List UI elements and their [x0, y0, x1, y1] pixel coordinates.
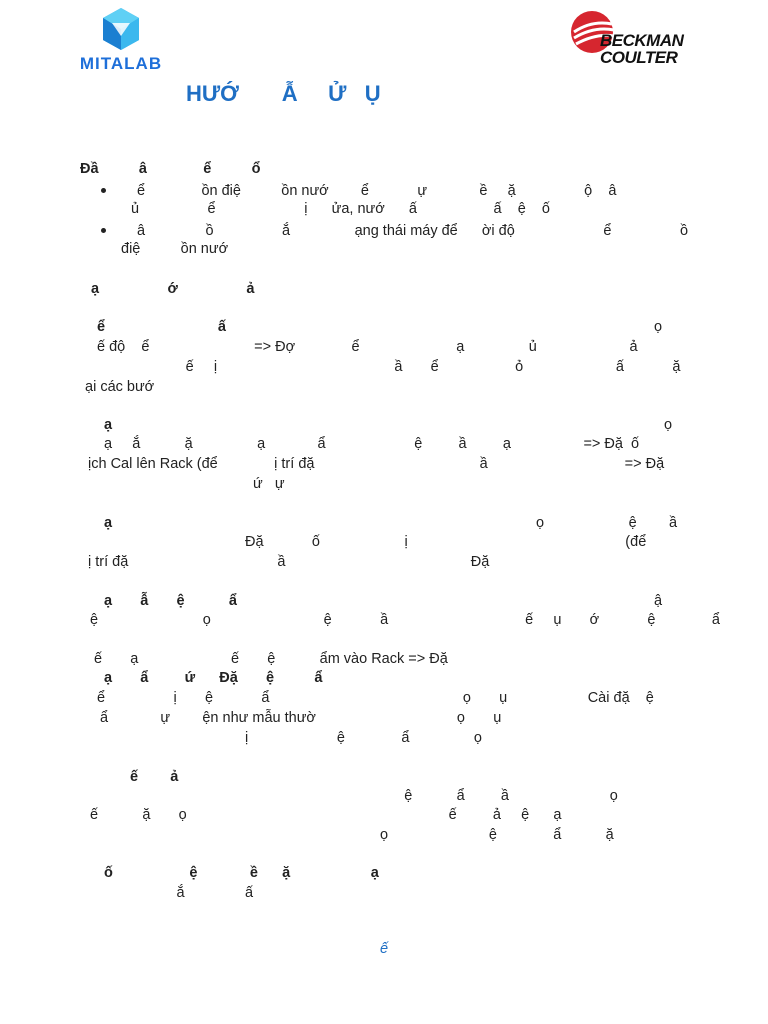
section-1-heading: ạ ớ ả	[91, 281, 255, 297]
section-2-line-4: ại các bướ	[85, 379, 155, 395]
mitalab-diamond-icon	[66, 6, 176, 56]
page-title: HƯỚ Ẫ Ử Ụ	[186, 81, 381, 106]
beckman-coulter-text	[600, 32, 683, 66]
section-7-line-4: ọ ệ ẩ ặ	[90, 827, 614, 843]
bullet-dot	[101, 188, 106, 193]
section-7-line-2: ệ ẩ ầ ọ	[90, 788, 618, 804]
section-6-line-3: ể ị ệ ẩ ọ ụ Cài đặ ệ	[97, 690, 654, 706]
section-6-line-4: ẩ ự ện như mẫu thườ ọ ụ	[100, 710, 502, 726]
section-4-heading: ạ	[104, 515, 113, 531]
section-8-line-2: ắ ấ	[104, 885, 254, 901]
section-5-heading: ạ ẫ ệ ẩ	[104, 593, 237, 609]
section-8-heading: ố ệ ề ặ ạ	[104, 865, 379, 881]
beckman-line: BECKMAN	[600, 31, 684, 50]
section-4-line-3: ị trí đặ ầ Đặ	[88, 554, 490, 570]
footer-text: ế	[380, 941, 389, 957]
section-2-line-2: ế độ ể => Đợ ể ạ ủ ả	[97, 339, 638, 355]
mitalab-logo-text: MITALAB	[79, 54, 163, 73]
section-3-line-3: ịch Cal lên Rack (để ị trí đặ ầ => Đặ	[88, 456, 665, 472]
section-3-line-4: ứ ự	[104, 476, 285, 492]
beckman-coulter-logo	[570, 8, 720, 70]
intro-heading: Đầ â ể ổ	[80, 161, 261, 177]
intro-bullet-1-line-2: ủ ể ị ửa, nướ ấ ấ ệ ố	[131, 201, 550, 217]
section-3-marker: ọ	[664, 417, 673, 433]
section-4-line-2: Đặ ố ị (để	[104, 534, 647, 550]
section-6-line-5: ị ệ ẩ ọ	[100, 730, 482, 746]
section-3-heading: ạ	[104, 417, 113, 433]
section-4-marker: ọ ệ ầ	[536, 515, 678, 531]
intro-bullet-2-line-2: điệ ồn nướ	[121, 241, 229, 257]
mitalab-logo	[66, 6, 176, 76]
intro-bullet-2-line-1: â ồ ắ ạng thái máy để ời độ ể ồ	[137, 223, 689, 239]
section-6-line-2: ạ ẩ ứ Đặ ệ ẩ	[104, 670, 323, 686]
section-2-line-3: ế ị ầ ể ỏ ấ ặ	[97, 359, 681, 375]
bullet-dot	[101, 228, 106, 233]
section-7-heading: ế ả	[130, 769, 179, 785]
section-2-heading: ể ấ	[97, 319, 226, 335]
section-6-line-1: ế ạ ế ệ ẩm vào Rack => Đặ	[94, 651, 448, 667]
section-5-marker: ậ	[654, 593, 663, 609]
section-7-line-3: ế ặ ọ ế ả ệ ạ	[90, 807, 562, 823]
section-3-line-2: ạ ắ ặ ạ ẩ ệ ầ ạ => Đặ ố	[104, 436, 640, 452]
section-5-line-2: ệ ọ ệ ầ ế ụ ớ ệ ẩ	[90, 612, 720, 628]
intro-bullet-1-line-1: ể ồn điệ ồn nướ ể ự ề ặ ộ â	[137, 183, 617, 199]
section-2-marker: ọ	[654, 319, 663, 335]
coulter-line: COULTER	[600, 48, 678, 67]
